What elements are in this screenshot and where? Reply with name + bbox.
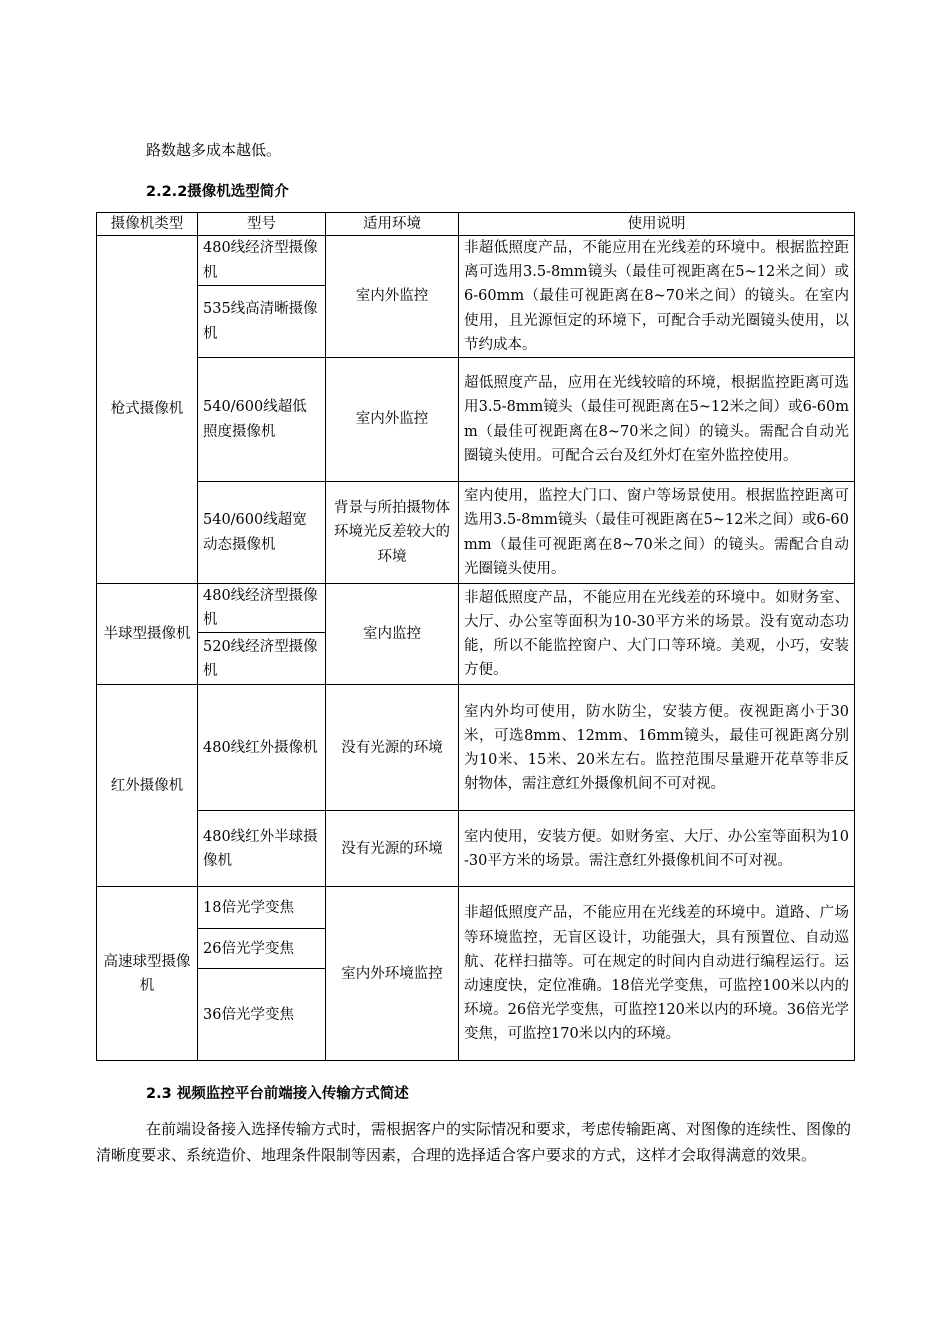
- table-row: [97, 811, 855, 887]
- table-row: [97, 685, 855, 811]
- intro-tail-text: 路数越多成本越低。: [146, 141, 282, 159]
- header-camera-type: 摄像机类型: [97, 213, 198, 236]
- header-usage-notes: 使用说明: [459, 213, 855, 236]
- model-cell: 36倍光学变焦: [198, 969, 326, 1061]
- table-row: [97, 584, 855, 633]
- environment-cell: 室内外监控: [326, 236, 459, 358]
- model-cell: 18倍光学变焦: [198, 887, 326, 929]
- model-cell: 480线经济型摄像机: [198, 584, 326, 633]
- usage-note-cell: 非超低照度产品，不能应用在光线差的环境中。如财务室、大厅、办公室等面积为10-30平方米的场景。没有宽动态功能，所以不能监控窗户、大门口等环境。美观，小巧，安装方便。: [459, 584, 855, 685]
- camera-type-cell: 枪式摄像机: [97, 236, 198, 584]
- table-row: [97, 887, 855, 929]
- usage-note-cell: 非超低照度产品，不能应用在光线差的环境中。根据监控距离可选用3.5-8mm镜头（最佳可视距离在5~12米之间）或6-60mm（最佳可视距离在8~70米之间）的镜头。在室内使用，且光源恒定的环境下，可配合手动光圈镜头使用，以节约成本。: [459, 236, 855, 358]
- model-cell: 520线经济型摄像机: [198, 633, 326, 685]
- table-row: [97, 236, 855, 286]
- model-cell: 26倍光学变焦: [198, 929, 326, 969]
- environment-cell: 室内外监控: [326, 358, 459, 482]
- usage-note-cell: 室内使用，监控大门口、窗户等场景使用。根据监控距离可选用3.5-8mm镜头（最佳可视距离在5~12米之间）或6-60mm（最佳可视距离在8~70米之间）的镜头。需配合自动光圈镜头使用。: [459, 482, 855, 584]
- environment-cell: 室内监控: [326, 584, 459, 685]
- model-cell: 480线红外半球摄像机: [198, 811, 326, 887]
- camera-type-cell: 高速球型摄像机: [97, 887, 198, 1061]
- model-cell: 480线经济型摄像机: [198, 236, 326, 286]
- environment-cell: 背景与所拍摄物体环境光反差较大的环境: [326, 482, 459, 584]
- section-222-heading: 2.2.2摄像机选型简介: [146, 184, 289, 200]
- environment-cell: 没有光源的环境: [326, 685, 459, 811]
- usage-note-cell: 室内使用，安装方便。如财务室、大厅、办公室等面积为10-30平方米的场景。需注意红外摄像机间不可对视。: [459, 811, 855, 887]
- header-model: 型号: [198, 213, 326, 236]
- usage-note-cell: 室内外均可使用，防水防尘，安装方便。夜视距离小于30米，可选8mm、12mm、16mm镜头，最佳可视距离分别为10米、15米、20米左右。监控范围尽量避开花草等非反射物体，需注意红外摄像机间不可对视。: [459, 685, 855, 811]
- camera-type-cell: 红外摄像机: [97, 685, 198, 887]
- section-23-heading: 2.3 视频监控平台前端接入传输方式简述: [146, 1086, 409, 1102]
- camera-selection-table: [96, 212, 855, 1061]
- usage-note-cell: 超低照度产品，应用在光线较暗的环境，根据监控距离可选用3.5-8mm镜头（最佳可视距离在5~12米之间）或6-60mm（最佳可视距离在8~70米之间）的镜头。需配合自动光圈镜头使用。可配合云台及红外灯在室外监控使用。: [459, 358, 855, 482]
- model-cell: 540/600线超低照度摄像机: [198, 358, 326, 482]
- camera-type-cell: 半球型摄像机: [97, 584, 198, 685]
- header-environment: 适用环境: [326, 213, 459, 236]
- table-header-row: [97, 213, 855, 236]
- usage-note-cell: 非超低照度产品，不能应用在光线差的环境中。道路、广场等环境监控，无盲区设计，功能强大，具有预置位、自动巡航、花样扫描等。可在规定的时间内自动进行编程运行。运动速度快，定位准确。18倍光学变焦，可监控100米以内的环境。26倍光学变焦，可监控120米以内的环境。36倍光学变焦，可监控170米以内的环境。: [459, 887, 855, 1061]
- model-cell: 540/600线超宽动态摄像机: [198, 482, 326, 584]
- table-row: [97, 482, 855, 584]
- section-23-body: 在前端设备接入选择传输方式时，需根据客户的实际情况和要求，考虑传输距离、对图像的连续性、图像的清晰度要求、系统造价、地理条件限制等因素，合理的选择适合客户要求的方式，这样才会取得满意的效果。: [96, 1120, 852, 1164]
- table-row: [97, 358, 855, 482]
- environment-cell: 没有光源的环境: [326, 811, 459, 887]
- model-cell: 535线高清晰摄像机: [198, 286, 326, 358]
- model-cell: 480线红外摄像机: [198, 685, 326, 811]
- environment-cell: 室内外环境监控: [326, 887, 459, 1061]
